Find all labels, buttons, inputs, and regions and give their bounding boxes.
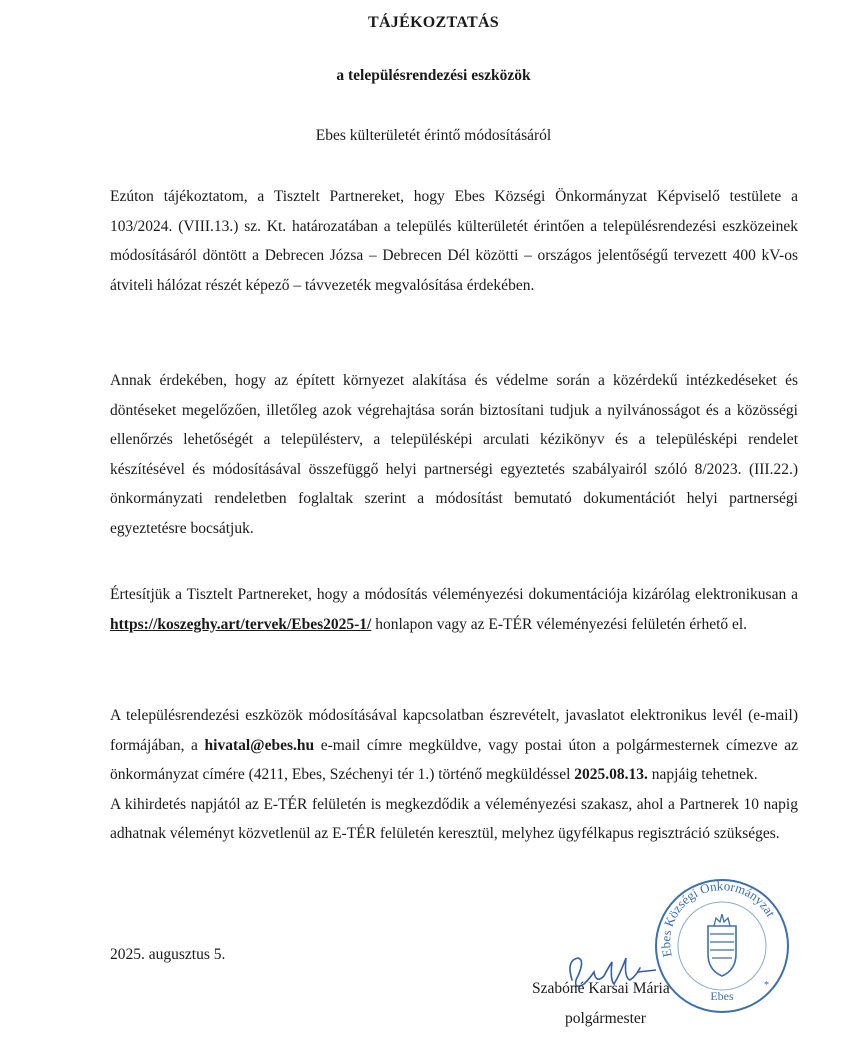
contact-email: hivatal@ebes.hu	[204, 736, 315, 754]
paragraph-purpose	[110, 366, 798, 543]
document-title: TÁJÉKOZTATÁS	[367, 14, 500, 31]
signer-name: Szabóné Karsai Mária	[532, 980, 670, 997]
paragraph-documentation	[110, 580, 798, 639]
paragraph-comments	[110, 701, 798, 849]
signer-role: polgármester	[565, 1010, 646, 1027]
comments-text-b: e-mail címre megküldve, vagy postai úton a polgármesternek címezve az önkormányzat címére (4211, Ebes, Széchenyi tér 1.) történő megküldéssel	[110, 736, 798, 783]
document-subject: Ebes külterületét érintő módosításáról	[315, 127, 552, 144]
stamp-star-icon: *	[764, 980, 769, 991]
paragraph-intro-text: Ezúton tájékoztatom, a Tisztelt Partnereket, hogy Ebes Községi Önkormányzat Képviselő testülete a 103/2024. (VIII.13.) sz. Kt. határozatában a település külterületét érintően a településrendezési eszközeinek módosításáról döntött a Debrecen Józsa – Debrecen Dél közötti – országos jelentőségű tervezett 400 kV-os átviteli hálózat részét képező – távvezeték megvalósítása érdekében.	[110, 188, 798, 294]
documentation-text-before: Értesítjük a Tisztelt Partnereket, hogy a módosítás véleményezési dokumentációja kizárólag elektronikusan a	[110, 586, 798, 603]
comments-text-a: A településrendezési eszközök módosításával kapcsolatban észrevételt, javaslatot elektronikus levél (e-mail) formájában, a	[110, 707, 798, 754]
document-subtitle: a településrendezési eszközök	[336, 67, 531, 84]
coat-of-arms-icon	[708, 914, 736, 976]
paragraph-eter: A kihirdetés napjától az E-TÉR felületén is megkezdődik a véleményezési szakasz, ahol a Partnerek 10 napig adhatnak véleményt közvetlenül az E-TÉR felületén keresztül, melyhez ügyfélkapus regisztráció szükséges.	[110, 795, 798, 842]
comments-text-c: napjáig tehetnek.	[647, 766, 758, 783]
documentation-text-after: honlapon vagy az E-TÉR véleményezési felületén érhető el.	[371, 615, 748, 633]
comment-deadline: 2025.08.13.	[574, 766, 648, 783]
paragraph-intro	[110, 182, 798, 300]
document-date: 2025. augusztus 5.	[110, 946, 226, 963]
stamp-place: Ebes	[710, 989, 734, 1003]
stamp-text-path: Ebes Községi Önkormányzat	[658, 878, 779, 959]
stamp-text	[658, 878, 779, 958]
paragraph-purpose-text: Annak érdekében, hogy az épített környezet alakítása és védelme során a közérdekű intézkedéseket és döntéseket megelőzően, illetőleg azok végrehajtása során biztosítani tudjuk a nyilvánosságot és a közösségi ellenőrzés lehetőségét a településterv, a településképi arculati kézikönyv és a településképi rendelet készítésével és módosításával összefüggő helyi partnerségi egyeztetés szabályairól szóló 8/2023. (III.22.) önkormányzati rendeletben foglaltak szerint a módosítást bemutató dokumentációt helyi partnerségi egyeztetésre bocsátjuk.	[110, 372, 798, 537]
documentation-link[interactable]: https://koszeghy.art/tervek/Ebes2025-1/	[110, 615, 372, 633]
